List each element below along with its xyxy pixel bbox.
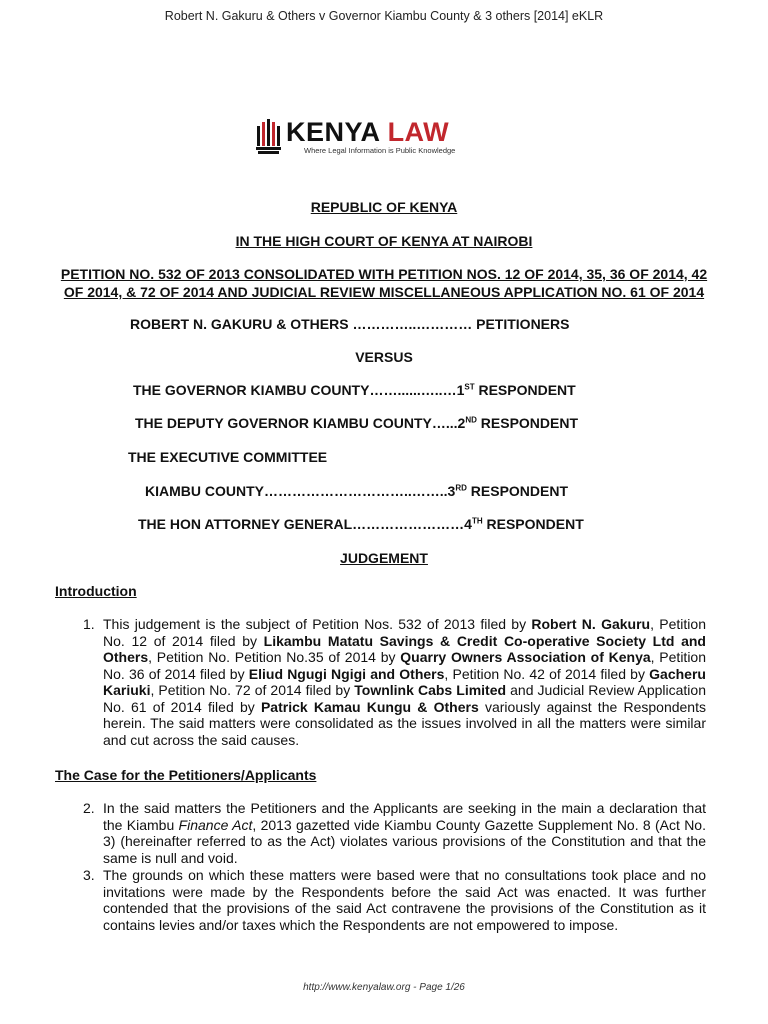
paragraph-1: 1. This judgement is the subject of Petition Nos. 532 of 2013 filed by Robert N. Gakuru, Petition No. 12 of 2014 filed by Likambu Matatu Savings & Credit Co-operative Society Ltd and Others, Petition No. Petition No.35 of 2014 by Quarry Owners Association of Kenya, Petition No. 36 of 2014 filed by Eliud Ngugi Ngigi and Others, Petition No. 42 of 2014 filed by Gacheru Kariuki, Petition No. 72 of 2014 filed by Townlink Cabs Limited and Judicial Review Application No. 61 of 2014 filed by Patrick Kamau Kungu & Others variously against the Respondents herein. The said matters were consolidated as the issues involved in all the matters were similar and cut across the said causes. <box>83 616 707 748</box>
case-heading: The Case for the Petitioners/Applicants <box>55 767 317 783</box>
page-footer: http://www.kenyalaw.org - Page 1/26 <box>303 982 465 993</box>
pillars-icon <box>256 116 282 156</box>
kenya-law-logo <box>256 116 466 160</box>
running-header: Robert N. Gakuru & Others v Governor Kiambu County & 3 others [2014] eKLR <box>164 9 604 23</box>
respondent-4-line: THE HON ATTORNEY GENERAL……………………4TH RESPONDENT <box>138 516 584 532</box>
respondent-1-line: THE GOVERNOR KIAMBU COUNTY……......…..…1ST RESPONDENT <box>133 382 576 398</box>
versus-line: VERSUS <box>355 349 413 365</box>
court-heading: IN THE HIGH COURT OF KENYA AT NAIROBI <box>235 233 533 249</box>
paragraph-2: 2. In the said matters the Petitioners and the Applicants are seeking in the main a declaration that the Kiambu Finance Act, 2013 gazetted vide Kiambu County Gazette Supplement No. 8 (Act No. 3) (hereinafter referred to as the Act) violates various provisions of the Constitution and that the same is null and void. <box>83 800 706 866</box>
petition-title: PETITION NO. 532 OF 2013 CONSOLIDATED WITH PETITION NOS. 12 OF 2014, 35, 36 OF 2014, 42 OF 2014, & 72 OF 2014 AND JUDICIAL REVIEW MISCELLANEOUS APPLICATION NO. 61 OF 2014 <box>60 266 708 300</box>
respondent-3-heading: THE EXECUTIVE COMMITTEE <box>128 449 328 465</box>
logo-tagline: Where Legal Information is Public Knowledge <box>304 146 456 155</box>
logo-wordmark: KENYA LAW <box>286 117 450 147</box>
paragraph-3: 3. The grounds on which these matters were based were that no consultations took place and no invitations were made by the Respondents before the said Act was enacted. It was further contended that the provisions of the said Act contravene the provisions of the Constitution as it contains levies and/or taxes which the Respondents are not empowered to impose. <box>83 867 706 933</box>
petitioners-line: ROBERT N. GAKURU & OTHERS …………..………… PETITIONERS <box>130 316 570 332</box>
respondent-3-line: KIAMBU COUNTY…………………………..……..3RD RESPONDENT <box>145 483 569 499</box>
introduction-heading: Introduction <box>55 583 137 599</box>
republic-heading: REPUBLIC OF KENYA <box>310 199 458 215</box>
respondent-2-line: THE DEPUTY GOVERNOR KIAMBU COUNTY…...2ND RESPONDENT <box>135 415 579 431</box>
judgement-title: JUDGEMENT <box>340 550 428 566</box>
